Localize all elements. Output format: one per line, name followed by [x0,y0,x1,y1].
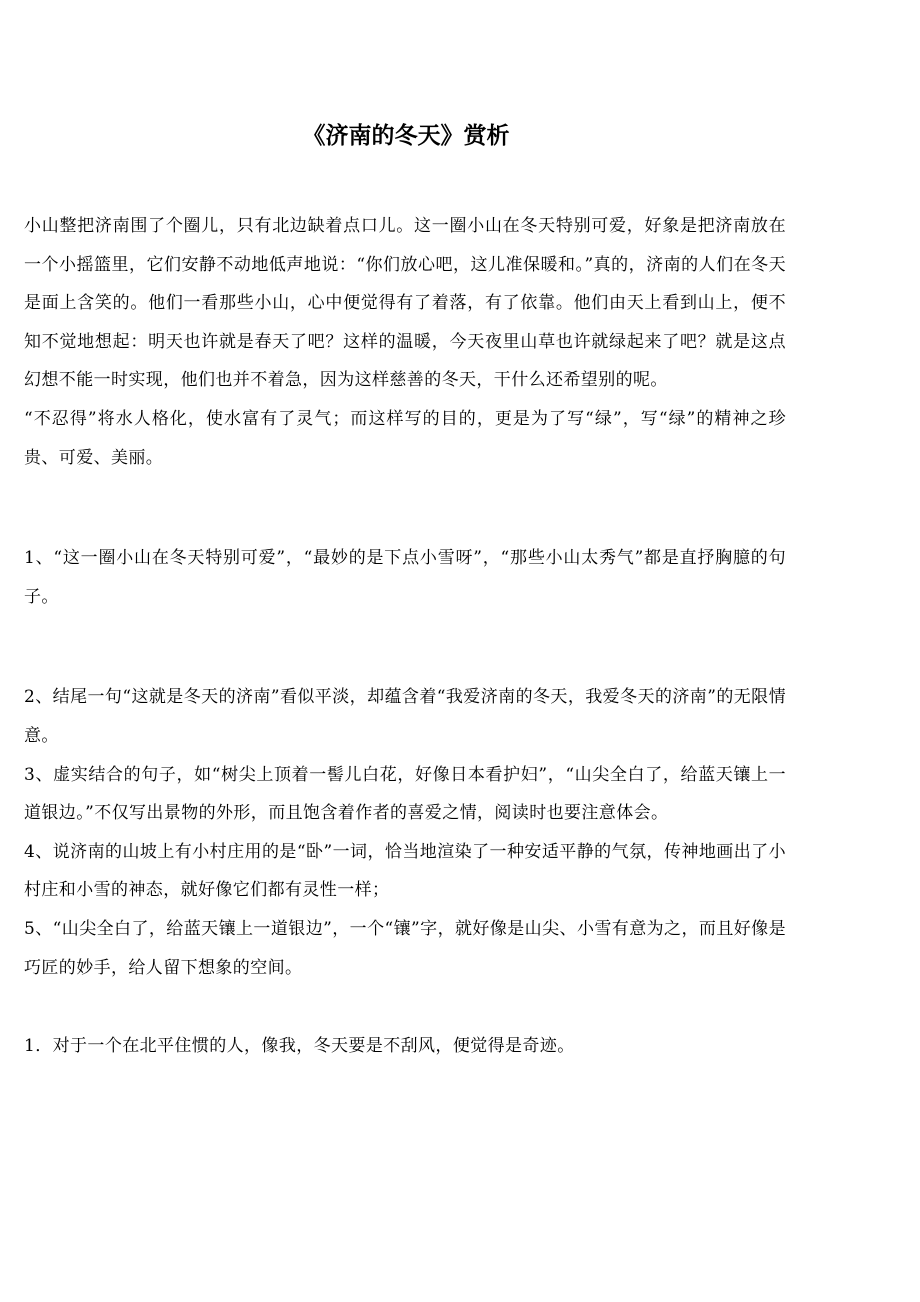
document-body [24,207,786,1066]
list-item-4: 4、说济南的山坡上有小村庄用的是“卧”一词，恰当地渲染了一种安适平静的气氛，传神地画出了小村庄和小雪的神态，就好像它们都有灵性一样； [24,841,786,901]
list-item-2: 2、结尾一句“这就是冬天的济南”看似平淡，却蕴含着“我爱济南的冬天，我爱冬天的济南”的无限情意。 [24,687,786,746]
question-1: 1．对于一个在北平住惯的人，像我，冬天要是不刮风，便觉得是奇迹。 [24,1036,575,1057]
paragraph-intro: 小山整把济南围了个圈儿，只有北边缺着点口儿。这一圈小山在冬天特别可爱，好象是把济南放在一个小摇篮里，它们安静不动地低声地说：“你们放心吧，这儿准保暖和。”真的，济南的人们在冬天是面上含笑的。他们一看那些小山，心中便觉得有了着落，有了依靠。他们由天上看到山上，便不知不觉地想起：明天也许就是春天了吧？这样的温暖，今天夜里山草也许就绿起来了吧？就是这点幻想不能一时实现，他们也并不着急，因为这样慈善的冬天，干什么还希望别的呢。 [24,216,786,391]
paragraph-buren-de: “不忍得”将水人格化，使水富有了灵气；而这样写的目的，更是为了写“绿”，写“绿”的精神之珍贵、可爱、美丽。 [24,408,786,468]
list-item-5: 5、“山尖全白了，给蓝天镶上一道银边”，一个“镶”字，就好像是山尖、小雪有意为之，而且好像是巧匠的妙手，给人留下想象的空间。 [24,918,786,978]
spacer [24,477,786,539]
spacer [24,987,786,1027]
document-title: 《济南的冬天》赏析 [302,123,510,149]
spacer [24,616,786,678]
list-item-1: 1、“这一圈小山在冬天特别可爱”，“最妙的是下点小雪呀”，“那些小山太秀气”都是直抒胸臆的句子。 [24,548,786,607]
list-item-3: 3、虚实结合的句子，如“树尖上顶着一髻儿白花，好像日本看护妇”，“山尖全白了，给蓝天镶上一道银边。”不仅写出景物的外形，而且饱含着作者的喜爱之情，阅读时也要注意体会。 [24,764,786,824]
